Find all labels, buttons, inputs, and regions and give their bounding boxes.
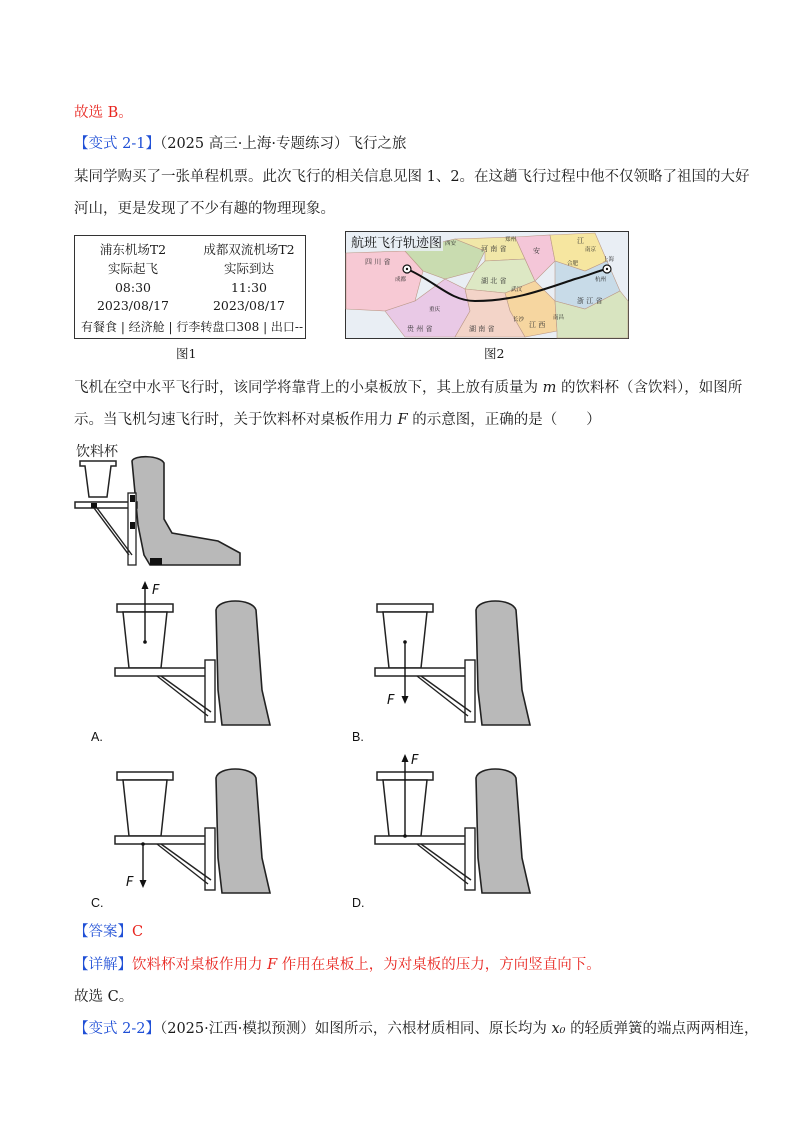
flight-ticket-box [74,235,306,339]
option-a-label[interactable]: A. [91,730,103,744]
svg-text:四 川 省: 四 川 省 [365,258,391,266]
cup-label: 饮料杯 [76,444,118,460]
departure-time: 08:30 [114,280,152,295]
main-seat-figure [72,455,252,570]
variant-header [74,133,406,155]
variant-2-2-tag: 【变式 2-2】 [74,1021,160,1037]
arrival-time: 11:30 [230,280,268,295]
option-d-label[interactable]: D. [352,896,365,910]
svg-text:江: 江 [577,237,584,245]
option-b-figure [372,580,542,730]
option-c-figure [112,748,282,898]
svg-text:武汉: 武汉 [511,287,523,293]
svg-text:湖 南 省: 湖 南 省 [469,325,495,333]
option-c-label[interactable]: C. [91,896,104,910]
variant-2-2-line: 【变式 2-2】（2025·江西·模拟预测）如图所示，六根材质相同、原长均为 x₀ 的轻质弹簧的端点两两相连， [74,1021,759,1037]
variant-title: 飞行之旅 [348,136,407,152]
svg-text:郑州: 郑州 [505,237,517,243]
svg-text:合肥: 合肥 [567,261,579,267]
svg-text:上海: 上海 [603,257,615,263]
paragraph-line-1: 某同学购买了一张单程机票。此次飞行的相关信息见图 1、2。在这趟飞行过程中他不仅领略了祖国的大好 [74,169,750,185]
flight-route-map [345,231,629,339]
svg-text:西安: 西安 [445,241,457,247]
arrival-date: 2023/08/17 [212,298,286,313]
departure-airport: 浦东机场T2 [99,242,167,257]
svg-text:F: F [387,693,395,708]
figure-1-caption: 图1 [176,346,197,361]
question-line-1: 飞机在空中水平飞行时，该同学将靠背上的小桌板放下，其上放有质量为 m 的饮料杯（含饮料），如图所 [74,380,743,396]
svg-text:F: F [411,753,419,768]
svg-text:重庆: 重庆 [429,307,441,313]
svg-text:河 南 省: 河 南 省 [481,245,507,253]
conclusion-c: 故选 C。 [74,989,134,1005]
svg-text:杭州: 杭州 [595,277,607,283]
svg-text:湖 北 省: 湖 北 省 [481,277,507,285]
svg-text:江 西: 江 西 [529,321,546,329]
svg-text:南昌: 南昌 [553,315,565,321]
svg-text:F: F [152,583,160,598]
arrival-airport: 成都双流机场T2 [203,242,295,257]
svg-text:F: F [126,875,134,890]
svg-text:安: 安 [533,247,540,255]
paragraph-line-2: 河山，更是发现了不少有趣的物理现象。 [74,201,335,217]
variant-tag: 【变式 2-1】 [74,136,160,152]
svg-text:长沙: 长沙 [513,317,525,323]
departure-date: 2023/08/17 [96,298,170,313]
map-title: 航班飞行轨迹图 [351,236,443,251]
question-line-2: 示。当飞机匀速飞行时，关于饮料杯对桌板作用力 F 的示意图，正确的是（ ） [74,412,601,428]
option-a-figure [112,580,282,730]
svg-text:成都: 成都 [395,277,407,283]
svg-text:南京: 南京 [585,247,597,253]
option-d-figure [372,748,542,898]
ticket-footer: 有餐食 | 经济舱 | 行李转盘口308 | 出口-- [81,320,304,334]
figure-2-caption: 图2 [484,346,505,361]
option-b-label[interactable]: B. [352,730,364,744]
answer-value: C [132,924,144,940]
arrival-status: 实际到达 [223,261,274,276]
detail-line: 【详解】饮料杯对桌板作用力 F 作用在桌板上，为对桌板的压力，方向竖直向下。 [74,957,601,973]
conclusion-b: 故选 B。 [74,105,133,121]
detail-tag: 【详解】 [74,957,132,973]
answer-line [74,921,143,943]
answer-tag: 【答案】 [74,924,132,940]
variant-source: （2025 高三·上海·专题练习） [159,136,349,152]
svg-text:浙 江 省: 浙 江 省 [577,297,603,305]
departure-status: 实际起飞 [107,261,158,276]
svg-text:贵 州 省: 贵 州 省 [407,325,433,333]
